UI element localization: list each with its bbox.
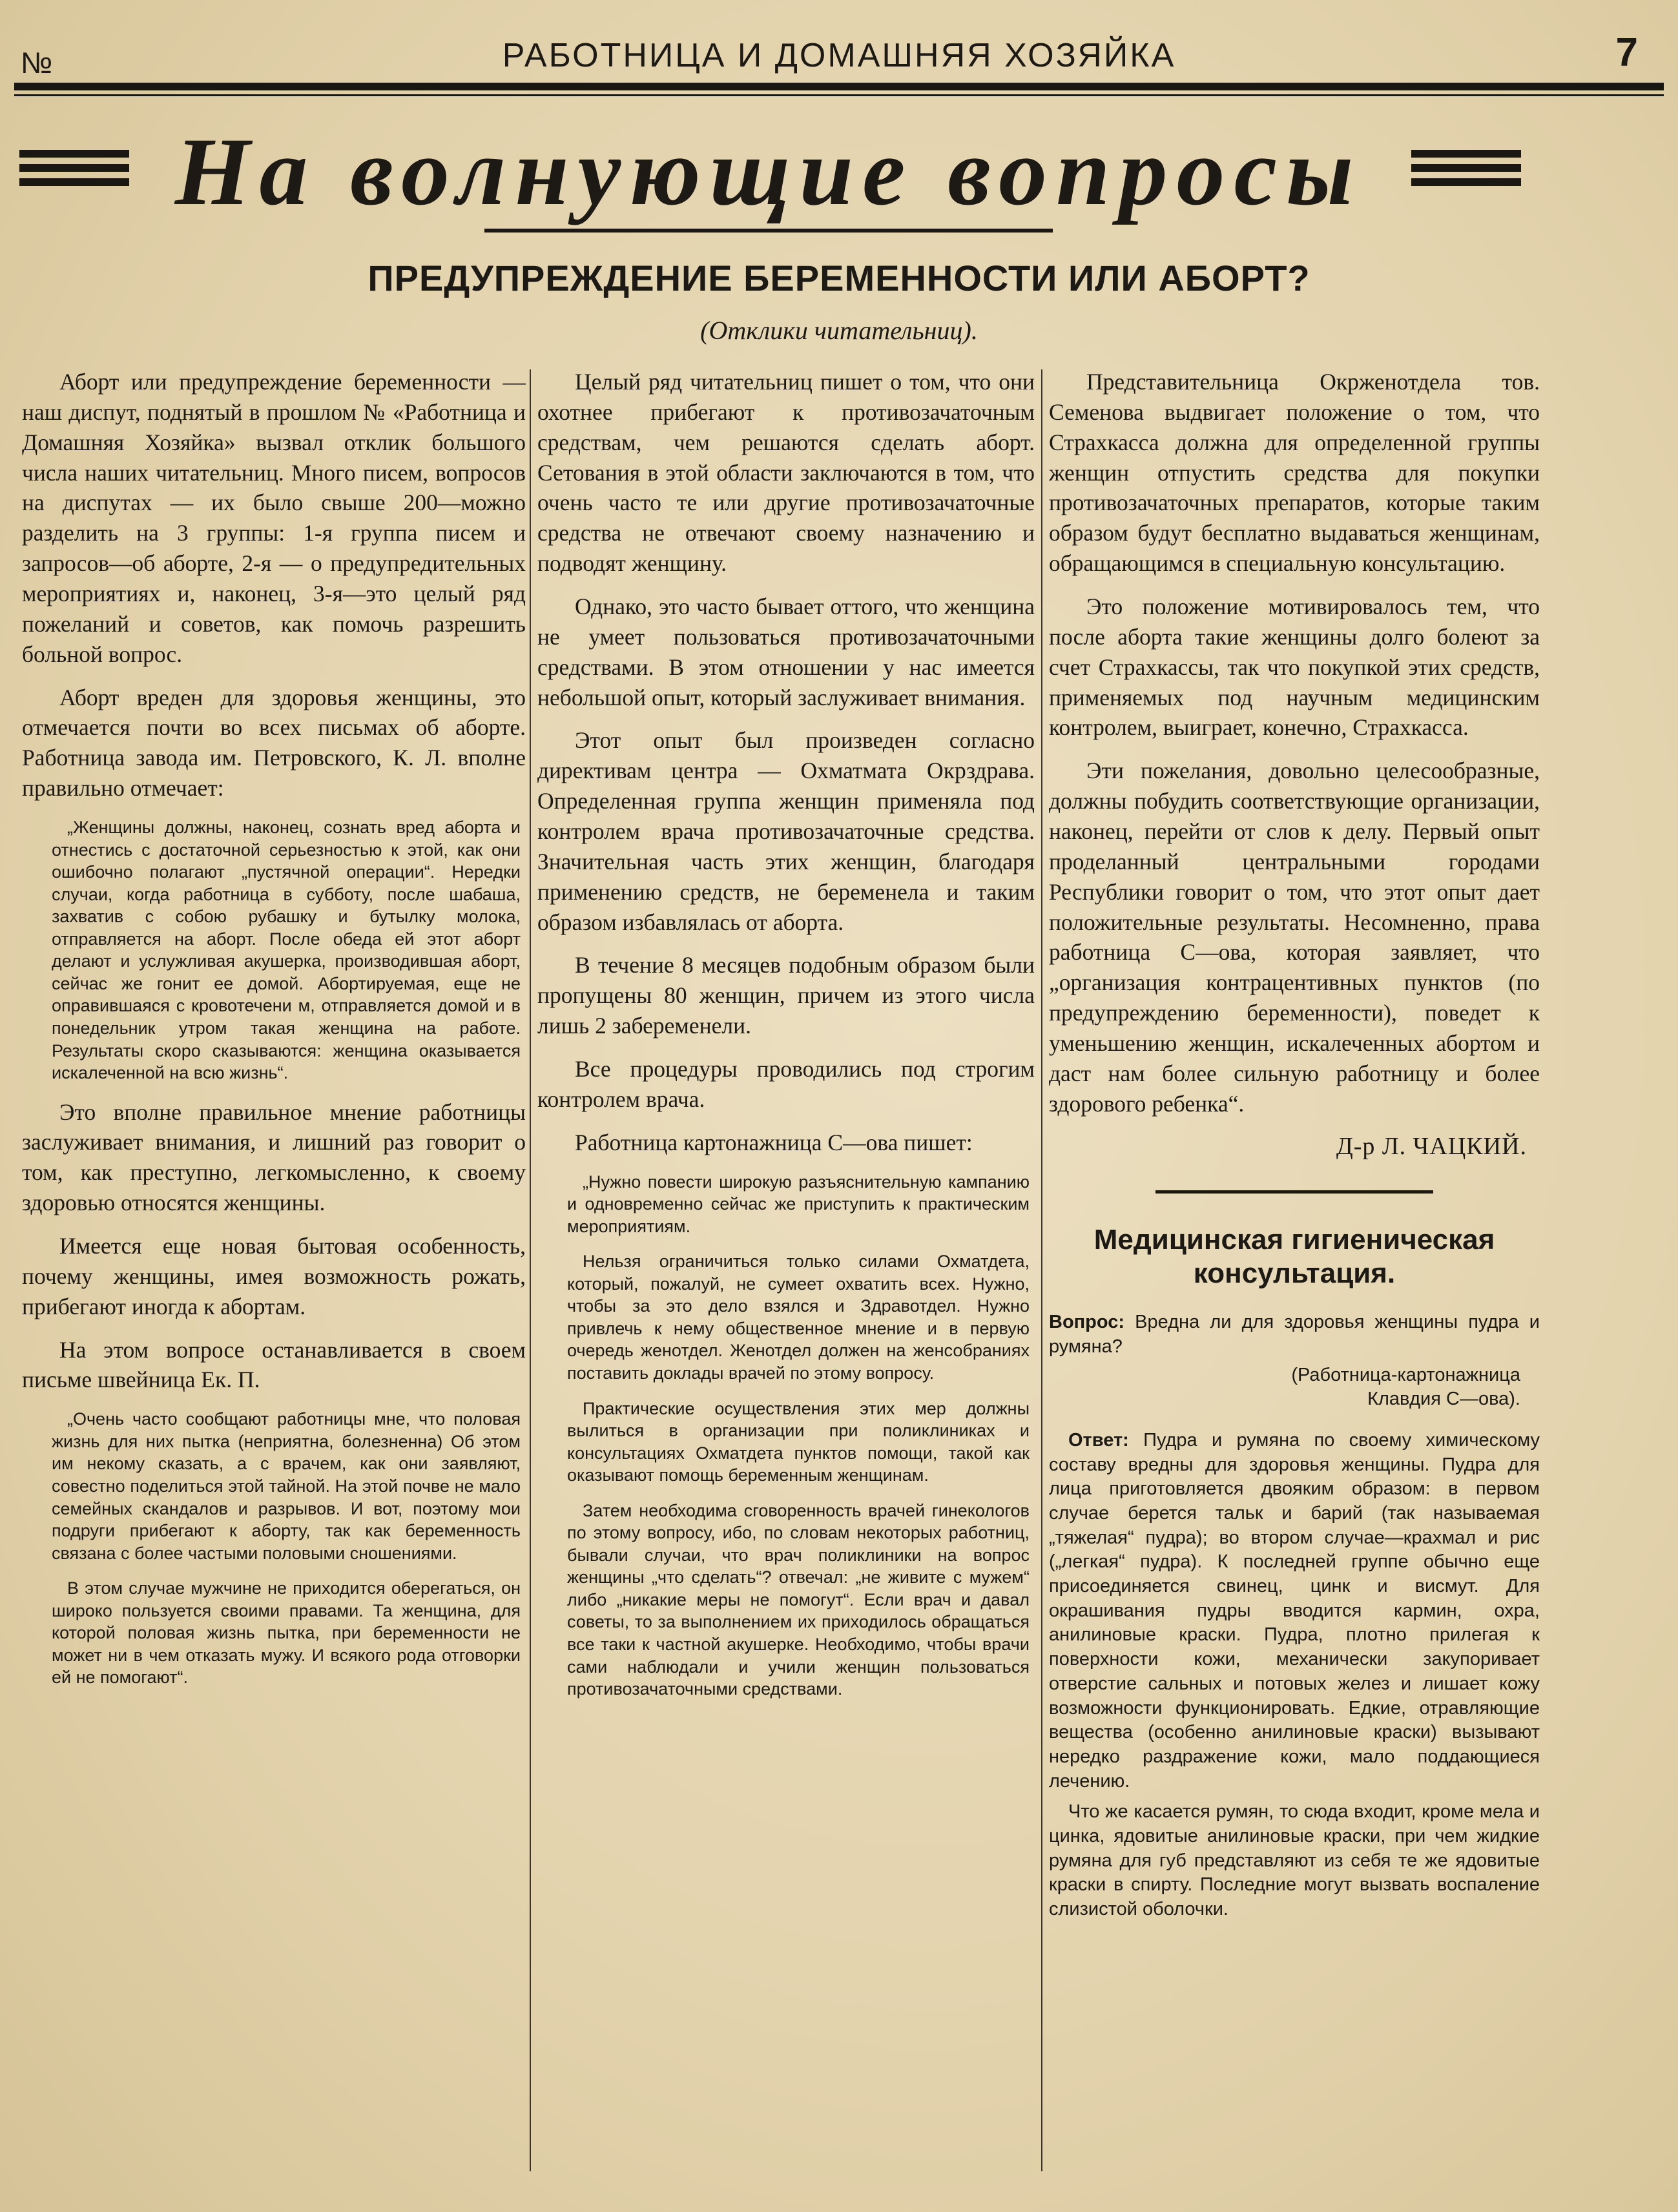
paragraph: Это вполне правильное мнение работницы заслуживает внимания, и лишний раз говорит о том, как преступно, легкомысленно, к своему здоровью относятся женщины. <box>22 1099 526 1216</box>
article-column-2 <box>537 367 1035 2175</box>
article-headline: ПРЕДУПРЕЖДЕНИЕ БЕРЕМЕННОСТИ ИЛИ АБОРТ? <box>368 258 1310 298</box>
question-credit: (Работница-картонажница Клавдия С—ова). <box>1291 1364 1520 1410</box>
paragraph: Все процедуры проводились под строгим контролем врача. <box>537 1056 1035 1112</box>
reader-quote: „Очень часто сообщают работницы мне, что половая жизнь для них пытка (неприятна, болезненна) Об этом им некому сказать, а с врачем, как они заявляют, совестно поделиться этой тайной. На этой почве не мало семейных скандалов и разрывов. И вот, поэтому мои подруги прибегают к аборту, так как беременность связана с более частыми половыми сношениями. <box>52 1409 521 1563</box>
consultation-answer <box>1049 1429 1540 1793</box>
question-label: Вопрос: <box>1049 1312 1125 1333</box>
newspaper-title: РАБОТНИЦА И ДОМАШНЯЯ ХОЗЯЙКА <box>502 37 1176 74</box>
paragraph: Целый ряд читательниц пишет о том, что они охотнее прибегают к противозачаточным средствам, чем решаются сделать аборт. Сетования в этой области заключаются в том, что очень часто те или другие противозачаточные средства не отвечают своему назначению и подводят женщину. <box>537 369 1035 577</box>
question-text: Вредна ли для здоровья женщины пудра и румяна? <box>1049 1312 1540 1357</box>
rubric-title: На волнующие вопросы <box>174 118 1363 225</box>
paragraph: На этом вопросе останавливается в своем письме швейница Ек. П. <box>22 1336 526 1393</box>
column-divider <box>1041 369 1042 2171</box>
paragraph: В течение 8 месяцев подобным образом были пропущены 80 женщин, причем из этого числа лишь 2 забеременели. <box>537 952 1035 1039</box>
column-divider <box>530 369 531 2171</box>
issue-number-sign: № <box>21 46 53 79</box>
paragraph: Это положение мотивировалось тем, что после аборта такие женщины долго болеют за счет Страхкассы, так что покупкой этих средств, применяемых под научным медицинским контролем, выиграет, конечно, Страхкасса. <box>1049 594 1540 741</box>
reader-quote: „Нужно повести широкую разъяснительную кампанию и одновременно сейчас же приступить к практическим мероприятиям. <box>567 1172 1030 1236</box>
reader-quote: В этом случае мужчине не приходится оберегаться, он широко пользуется своими правами. Та женщина, для которой половая жизнь пытка, при беременности не может ни в чем отказать мужу. И всякого рода отговорки ей не помогают“. <box>52 1578 521 1688</box>
reader-quote: „Женщины должны, наконец, сознать вред аборта и отнестись с достаточной серьезностью к этой, как они ошибочно полагают „пустячной операции“. Нередки случаи, когда работница в субботу, после шабаша, захватив с собою рубашку и бутылку молока, отправляется на аборт. После обеда ей этот аборт делают и услужливая акушерка, производившая аборт, сейчас же гонит ее домой. Абортируемая, еще не оправившаяся с кровотечени м, отправляется домой и в понедельник утром такая женщина на работе. Результаты скоро сказываются: женщина оказывается искалеченной на всю жизнь“. <box>52 818 521 1083</box>
header-rule-thin <box>14 94 1664 96</box>
paragraph: Имеется еще новая бытовая особенность, почему женщины, имея возможность рожать, прибегают иногда к абортам. <box>22 1233 526 1319</box>
rubric-ornament-left <box>19 150 129 202</box>
paragraph: Однако, это часто бывает оттого, что женщина не умеет пользоваться противозачаточными средствами. В этом отношении у нас имеется небольшой опыт, который заслуживает внимания. <box>537 594 1035 710</box>
reader-quote: Нельзя ограничиться только силами Охматдета, который, пожалуй, не сумеет охватить всех. Нужно, чтобы за это дело взялся и Здравотдел. Нужно привлечь к нему общественное мнение и в первую очередь женотдел. Женотдел должен на женсобраниях поставить доклады врачей по этому вопросу. <box>567 1252 1030 1383</box>
reader-quote: Практические осуществления этих мер должны вылиться в организации при поликлиниках и консультациях Охматдета пунктов помощи, такой как оказывают помощь беременным женщинам. <box>567 1398 1030 1485</box>
rubric-ornament-right <box>1411 150 1521 202</box>
rubric-underline <box>484 229 1053 233</box>
reader-quote: Затем необходима сговоренность врачей гинекологов по этому вопросу, ибо, по словам некоторых работниц, бывали случаи, что врач поликлиники на вопрос женщины „что сделать“? отвечал: „не живите с мужем“ либо „никакие меры не помогут“. Если врач и давал советы, то за выполнением их приходилось обращаться все таки к частной акушерке. Необходимо, чтобы врачи сами наблюдали и учили женщин пользоваться противозачаточными средствами. <box>567 1500 1030 1699</box>
paragraph: Этот опыт был произведен согласно директивам центра — Охматмата Окрздрава. Определенная группа женщин применяла под контролем врача противозачаточные средства. Значительная часть этих женщин, благодаря применению средств, не беременела и таким образом избавлялась от аборта. <box>537 727 1035 935</box>
author-signature: Д-р Л. ЧАЦКИЙ. <box>1336 1132 1527 1160</box>
paragraph: Работница картонажница С—ова пишет: <box>575 1129 973 1155</box>
running-header <box>14 23 1664 81</box>
article-column-1 <box>22 367 526 2175</box>
answer-label: Ответ: <box>1068 1429 1129 1451</box>
header-rule-thick <box>14 83 1664 90</box>
section-separator <box>1155 1190 1433 1194</box>
paragraph: Аборт вреден для здоровья женщины, это отмечается почти во всех письмах об аборте. Работница завода им. Петровского, К. Л. вполне правильно отмечает: <box>22 684 526 801</box>
article-column-3 <box>1049 367 1540 2175</box>
article-subhead: (Отклики читательниц). <box>700 316 978 345</box>
paragraph: Эти пожелания, довольно целесообразные, должны побудить соответствующие организации, наконец, перейти от слов к делу. Первый опыт проделанный центральными городами Республики говорит о том, что этот опыт дает положительные результаты. Несомненно, права работница С—ова, которая заявляет, что „организация контрацентивных пунктов (по предупреждению беременности), поведет к уменьшению женщин, искалеченных абортом и даст нам более сильную работницу и более здорового ребенка“. <box>1049 758 1540 1117</box>
consultation-answer-continued: Что же касается румян, то сюда входит, кроме мела и цинка, ядовитые анилиновые краски, при чем жидкие румяна для губ представляют из себя те же ядовитые краски в спирту. Последние могут вызвать воспаление слизистой оболочки. <box>1049 1801 1540 1920</box>
paragraph: Представительница Окрженотдела тов. Семенова выдвигает положение о том, что Страхкасса должна для определенной группы женщин отпустить средства для покупки противозачаточных препаратов, которые таким образом будут бесплатно выдаваться женщинам, обращающимся в специальную консультацию. <box>1049 369 1540 577</box>
answer-text: Пудра и румяна по своему химическому составу вредны для здоровья женщины. Пудра для лица приготовляется двояким образом: в первом случае берется тальк и барий (так называемая „тяжелая“ пудра); во втором случае—крахмал и рис („легкая“ пудра). К последней группе обычно еще присоединяется свинец, цинк и висмут. Для окрашивания пудры вводится кармин, охра, анилиновые краски. Пудра, плотно прилегая к поверхности кожи, механически закупоривает отверстие сальных и потовых желез и лишает кожу возможности функционировать. Едкие, отравляющие вещества (особенно анилиновые краски) вызывают нередко раздражение кожи, мало поддающиеся лечению. <box>1049 1429 1540 1792</box>
paragraph: Аборт или предупреждение беременности — наш диспут, поднятый в прошлом № «Работница и Домашняя Хозяйка» вызвал отклик большого числа наших читательниц. Много писем, вопросов на диспутах — их было свыше 200—можно разделить на 3 группы: 1-я группа писем и запросов—об аборте, 2-я — о предупредительных мероприятиях и, наконец, 3-я—это целый ряд пожеланий и советов, как помочь разрешить больной вопрос. <box>22 369 526 667</box>
consultation-question <box>1049 1310 1540 1359</box>
consultation-title: Медицинская гигиеническая консультация. <box>1093 1223 1495 1290</box>
page-number: 7 <box>1615 30 1638 75</box>
